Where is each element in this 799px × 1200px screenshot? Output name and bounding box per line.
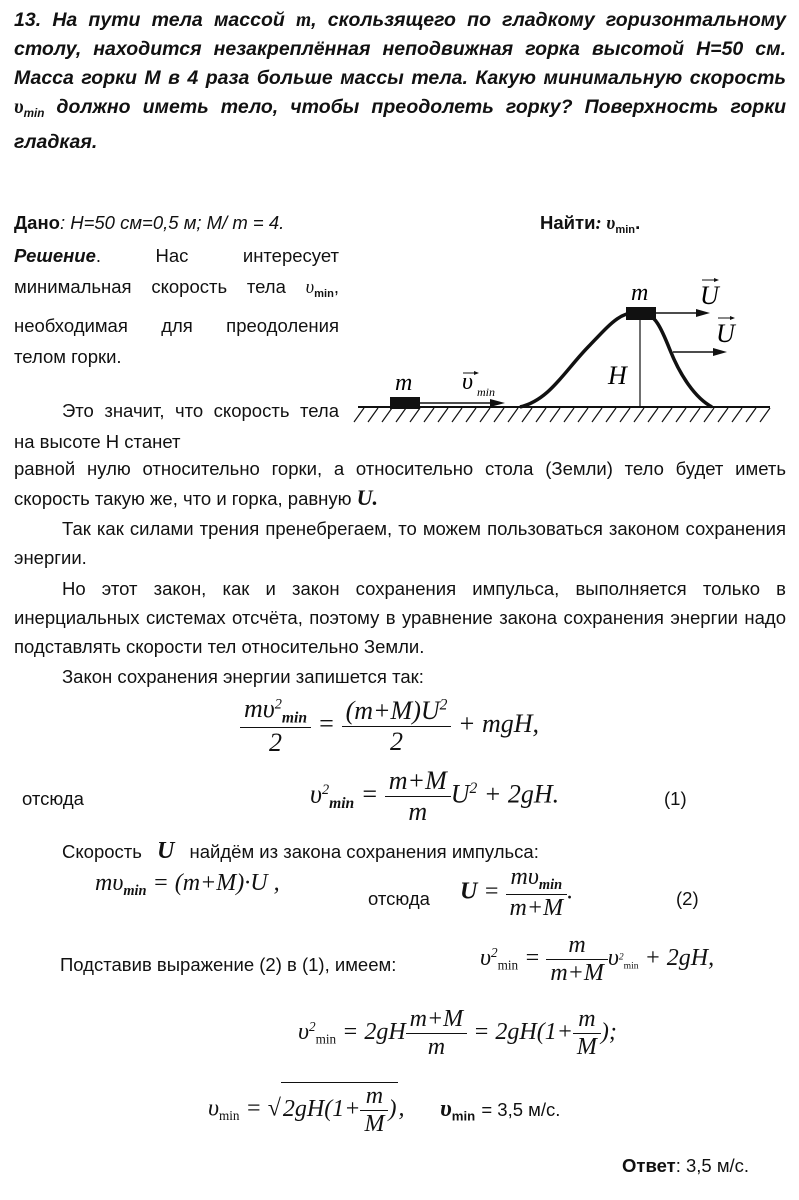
solution-paragraph-1 bbox=[14, 240, 339, 372]
substitution-equation: $\upsilon^2\min$ = $\frac{m}{m+M}$ $\upsilon^2\min + 2gH$, bbox=[480, 932, 715, 986]
label-U2: U bbox=[716, 319, 735, 348]
label-m-top: m bbox=[631, 280, 649, 306]
label-m-left: m bbox=[395, 370, 413, 396]
solution-label: Решение bbox=[14, 245, 96, 266]
problem-v: υ bbox=[14, 97, 24, 118]
find-sub: min bbox=[615, 223, 636, 236]
answer-value: : 3,5 м/с. bbox=[675, 1155, 750, 1176]
hill-outline bbox=[520, 312, 712, 407]
result-v: υ bbox=[440, 1096, 452, 1122]
solution-p2: Это значит, что скорость тела на высоте H станет bbox=[14, 400, 339, 452]
solution-p7-U: U bbox=[157, 838, 175, 864]
solution-p3: равной нулю относительно горки, а относительно стола (Земли) тело будет иметь скорость такую же, что и горка, равную bbox=[14, 458, 786, 509]
result-value: = 3,5 м/с. bbox=[481, 1099, 561, 1120]
solution-p3-U: U. bbox=[356, 485, 379, 510]
problem-statement bbox=[14, 6, 786, 157]
equation-1-number: (1) bbox=[664, 788, 687, 809]
solution-paragraph-5 bbox=[14, 574, 786, 661]
solution-paragraph-6 bbox=[14, 662, 786, 691]
otsyuda-label-2: отсюда bbox=[368, 888, 430, 909]
solution-p5: Но этот закон, как и закон сохранения импульса, выполняется только в инерциальных системах отсчёта, поэтому в уравнение закона сохранения энергии надо подставлять скорости тел относительно Земли. bbox=[14, 578, 786, 657]
solution-paragraph-8: Подставив выражение (2) в (1), имеем: bbox=[60, 954, 397, 975]
result-v-sub: min bbox=[451, 1108, 476, 1124]
label-vmin: υ bbox=[462, 369, 474, 395]
solution-p1b: , необходимая для преодоления телом горки. bbox=[14, 276, 339, 367]
answer-line bbox=[622, 1155, 749, 1177]
equation-1: $\upsilon^2_{min}$ = $\frac{m+M}{m}$ $U^2 + 2gH$. bbox=[310, 766, 560, 826]
find-label: Найти bbox=[540, 212, 596, 233]
solution-v-sub: min bbox=[314, 287, 334, 300]
solution-p1a: . Нас интересует минимальная скорость тела bbox=[14, 245, 339, 297]
find-text: : υ bbox=[595, 214, 616, 234]
given-line bbox=[14, 208, 414, 237]
energy-equation: $\frac{m\upsilon^2_{min}}{2}$ = $\frac{(m+M)U^2}{2}$ + mgH, bbox=[240, 694, 539, 758]
result-line bbox=[440, 1096, 560, 1124]
body-block-top bbox=[626, 307, 656, 320]
answer-label: Ответ bbox=[622, 1155, 676, 1176]
find-dot: . bbox=[635, 212, 641, 233]
problem-text-c: должно иметь тело, чтобы преодолеть горку? Поверхность горки гладкая. bbox=[14, 96, 786, 154]
problem-m: m bbox=[295, 10, 312, 31]
solution-paragraph-4 bbox=[14, 514, 786, 572]
solution-p4: Так как силами трения пренебрегаем, то можем пользоваться законом сохранения энергии. bbox=[14, 518, 786, 568]
ground-hatching bbox=[354, 408, 770, 422]
solution-paragraph-7 bbox=[62, 838, 539, 865]
body-block-left bbox=[390, 397, 420, 409]
label-H: H bbox=[608, 361, 627, 390]
u-arrow-top-head bbox=[696, 309, 710, 317]
intermediate-equation: $\upsilon^2\min = 2gH$ $\frac{m+M}{m}$ = 2gH(1+ $\frac{m}{M}$ ); bbox=[298, 1006, 617, 1060]
given-label: Дано bbox=[14, 212, 60, 233]
problem-text-a: На пути тела массой bbox=[52, 9, 285, 31]
problem-v-sub: min bbox=[23, 107, 45, 121]
solution-p7a: Скорость bbox=[62, 841, 142, 862]
solution-paragraph-2 bbox=[14, 395, 339, 457]
label-U1: U bbox=[700, 281, 719, 310]
equation-2-number: (2) bbox=[676, 888, 699, 909]
u-arrow-slope-head bbox=[713, 348, 727, 356]
solution-paragraph-3 bbox=[14, 454, 786, 513]
given-text: : H=50 см=0,5 м; M/ m = 4. bbox=[59, 212, 285, 233]
otsyuda-label-1: отсюда bbox=[22, 788, 84, 809]
solution-p6: Закон сохранения энергии запишется так: bbox=[62, 666, 424, 687]
vmin-vector-mark-head bbox=[474, 371, 479, 375]
find-line bbox=[540, 208, 640, 245]
momentum-equation: $m\upsilon_{min} = (m+M)\cdot U$ , bbox=[95, 870, 280, 900]
problem-number: 13. bbox=[14, 9, 42, 31]
vmin-arrow-head bbox=[490, 399, 505, 407]
equation-2: U = $\frac{m\upsilon_{min}}{m+M}$ . bbox=[460, 864, 574, 922]
label-vmin-sub: min bbox=[477, 385, 495, 399]
final-formula: υmin = √2gH(1+ $\frac{m}{M}$ ), bbox=[208, 1083, 405, 1137]
hill-figure bbox=[350, 270, 780, 440]
solution-p7b: найдём из закона сохранения импульса: bbox=[189, 841, 539, 862]
problem-text-b: , скользящего по гладкому горизонтальному столу, находится незакреплённая неподвижная горка высотой H=50 см. Масса горки М в 4 раза больше массы тела. Какую минимальную скорость bbox=[14, 9, 787, 89]
solution-v: υ bbox=[305, 278, 315, 298]
